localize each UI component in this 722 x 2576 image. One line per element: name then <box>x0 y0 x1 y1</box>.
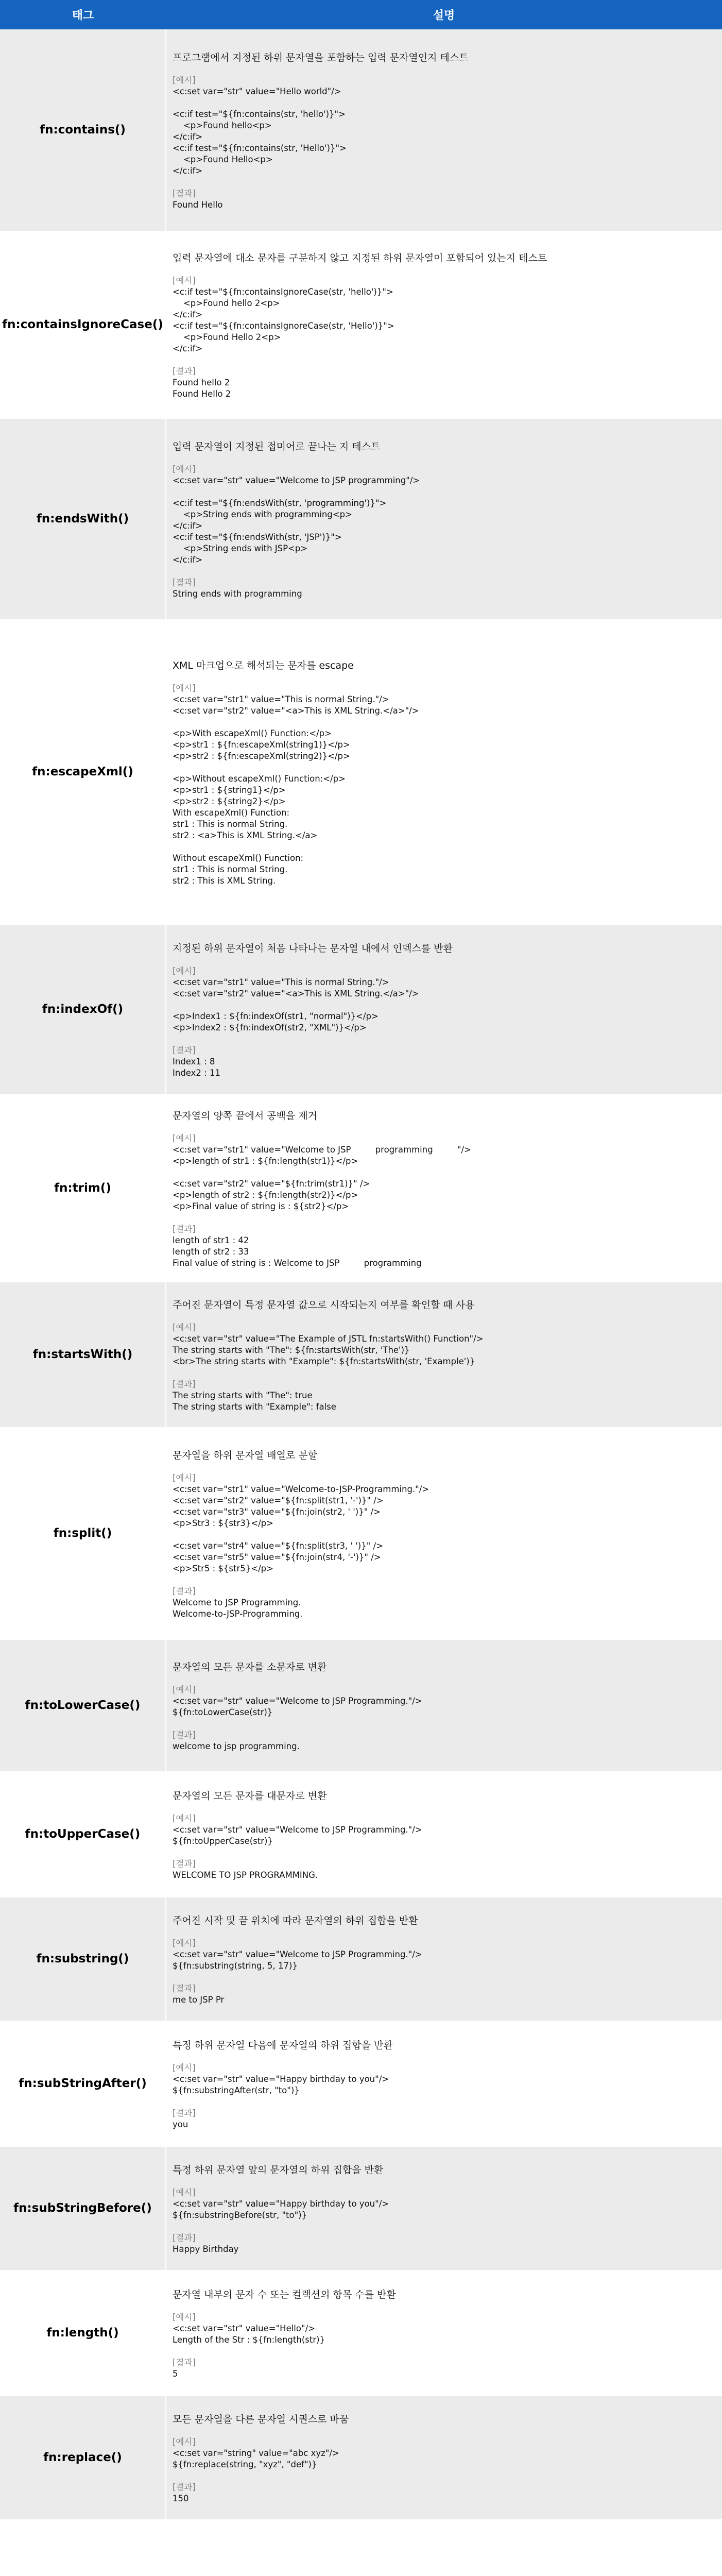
code-line: <p>Str5 : ${str5}</p> <box>173 1564 273 1573</box>
example-label: [예시] <box>173 464 196 474</box>
example-block <box>173 2312 712 2346</box>
example-label: [예시] <box>173 75 196 86</box>
result-block <box>173 1224 712 1269</box>
description-cell <box>166 620 722 924</box>
example-label: [예시] <box>173 2063 196 2073</box>
code-line: <c:set var="str" value="Happy birthday to you"/> <box>173 2199 389 2209</box>
code-line: </c:if> <box>173 132 203 142</box>
result-line: Final value of string is : Welcome to JSP programming <box>173 1258 422 1268</box>
code-line: <c:set var="str" value="Welcome to JSP Programming."/> <box>173 1825 422 1835</box>
tag-cell: fn:endsWith() <box>0 418 166 620</box>
description-title: XML 마크업으로 해석되는 문자를 escape <box>173 660 354 671</box>
example-block <box>173 683 712 807</box>
tag-cell: fn:subStringBefore() <box>0 2146 166 2270</box>
result-line: Found Hello <box>173 200 223 210</box>
result-line: length of str2 : 33 <box>173 1247 249 1257</box>
code-line: <p>String ends with programming<p> <box>173 510 352 519</box>
code-line: <br>The string starts with "Example": ${fn:startsWith(str, 'Example')} <box>173 1357 475 1366</box>
table-header-row <box>0 0 722 29</box>
result-line: str2 : <a>This is XML String.</a> <box>173 831 318 840</box>
result-line: Index2 : 11 <box>173 1068 220 1078</box>
description-title: 입력 문자열이 지정된 접미어로 끝나는 지 테스트 <box>173 441 381 452</box>
result-label: [결과] <box>173 2108 196 2118</box>
code-line: <c:set var="str" value="Hello"/> <box>173 2324 315 2333</box>
result-label: [결과] <box>173 1859 196 1869</box>
description-cell <box>166 1639 722 1772</box>
code-line: <p>length of str2 : ${fn:length(str2)}</p> <box>173 1190 358 1200</box>
example-label: [예시] <box>173 1814 196 1823</box>
tag-cell: fn:indexOf() <box>0 924 166 1095</box>
result-label: [결과] <box>173 1045 196 1055</box>
description-title: 모든 문자열을 다른 문자열 시퀀스로 바꿈 <box>173 2414 349 2425</box>
code-line: <p>str1 : ${fn:escapeXml(string1)}</p> <box>173 740 350 750</box>
result-line: The string starts with "The": true <box>173 1391 313 1400</box>
example-label: [예시] <box>173 683 196 693</box>
example-block <box>173 1938 712 1972</box>
result-line: With escapeXml() Function: <box>173 808 290 818</box>
example-block <box>173 965 712 1033</box>
code-line: <c:set var="str" value="The Example of JSTL fn:startsWith() Function"/> <box>173 1334 484 1344</box>
code-line: <p>String ends with JSP<p> <box>173 544 308 553</box>
description-cell <box>166 1095 722 1281</box>
result-line: welcome to jsp programming. <box>173 1741 300 1751</box>
code-line: </c:if> <box>173 344 203 353</box>
example-label: [예시] <box>173 1323 196 1332</box>
code-line: <p>Without escapeXml() Function:</p> <box>173 774 346 784</box>
table-row <box>0 1281 722 1428</box>
description-cell <box>166 418 722 620</box>
code-line: <p>With escapeXml() Function:</p> <box>173 728 332 738</box>
result-line: str1 : This is normal String. <box>173 865 288 874</box>
code-line: </c:if> <box>173 310 203 319</box>
code-line: ${fn:substring(string, 5, 17)} <box>173 1961 298 1971</box>
result-block <box>173 1586 712 1620</box>
example-label: [예시] <box>173 2188 196 2197</box>
code-line: <c:set var="str" value="Welcome to JSP programming"/> <box>173 476 420 485</box>
result-line: Found Hello 2 <box>173 389 231 399</box>
code-line: ${fn:toLowerCase(str)} <box>173 1707 273 1717</box>
table-row <box>0 924 722 1095</box>
table-row <box>0 1772 722 1896</box>
code-line: </c:if> <box>173 555 203 565</box>
description-cell <box>166 1428 722 1639</box>
result-line: Found hello 2 <box>173 378 230 387</box>
tag-cell: fn:trim() <box>0 1095 166 1281</box>
result-label: [결과] <box>173 1586 196 1596</box>
result-block <box>173 188 712 211</box>
description-title: 문자열의 양쪽 끝에서 공백을 제거 <box>173 1110 318 1122</box>
description-cell <box>166 2021 722 2146</box>
result-label: [결과] <box>173 2482 196 2492</box>
result-label: [결과] <box>173 1730 196 1740</box>
table-row <box>0 2395 722 2520</box>
result-block <box>173 807 712 887</box>
description-title: 주어진 시작 및 끝 위치에 따라 문자열의 하위 집합을 반환 <box>173 1915 418 1926</box>
code-line: <c:set var="str" value="Welcome to JSP Programming."/> <box>173 1950 422 1959</box>
tag-cell: fn:contains() <box>0 29 166 231</box>
result-line: str1 : This is normal String. <box>173 819 288 829</box>
code-line: <c:set var="str2" value="<a>This is XML String.</a>"/> <box>173 706 419 716</box>
description-title: 주어진 문자열이 특정 문자열 값으로 시작되는지 여부를 확인할 때 사용 <box>173 1299 475 1311</box>
result-block <box>173 2357 712 2380</box>
description-cell <box>166 1281 722 1428</box>
table-row <box>0 29 722 231</box>
code-line: <c:set var="str" value="Welcome to JSP Programming."/> <box>173 1696 422 1706</box>
code-line: <p>str1 : ${string1}</p> <box>173 785 286 795</box>
result-block <box>173 1858 712 1881</box>
code-line: <c:set var="str1" value="This is normal String."/> <box>173 977 389 987</box>
table-row <box>0 2021 722 2146</box>
example-block <box>173 2187 712 2221</box>
code-line: <c:if test="${fn:endsWith(str, 'JSP')}"> <box>173 532 342 542</box>
result-line: str2 : This is XML String. <box>173 876 276 886</box>
code-line: <c:if test="${fn:contains(str, 'Hello')}"> <box>173 143 347 154</box>
example-block <box>173 2062 712 2096</box>
result-line: The string starts with "Example": false <box>173 1402 336 1412</box>
example-block <box>173 1322 712 1367</box>
result-label: [결과] <box>173 1224 196 1234</box>
result-block <box>173 1045 712 1079</box>
description-title: 입력 문자열에 대소 문자를 구분하지 않고 지정된 하위 문자열이 포함되어 있는지 테스트 <box>173 252 547 264</box>
example-block <box>173 1684 712 1718</box>
tag-cell: fn:split() <box>0 1428 166 1639</box>
description-cell <box>166 1772 722 1896</box>
code-line: <p>Found hello<p> <box>173 121 272 131</box>
code-line: </c:if> <box>173 521 203 531</box>
code-line: ${fn:substringBefore(str, "to")} <box>173 2210 307 2220</box>
result-line: Welcome to JSP Programming. <box>173 1598 301 1607</box>
description-cell <box>166 29 722 231</box>
example-label: [예시] <box>173 276 196 285</box>
tag-cell: fn:containsIgnoreCase() <box>0 231 166 418</box>
table-row <box>0 1896 722 2021</box>
code-line: </c:if> <box>173 166 203 176</box>
description-title: 프로그램에서 지정된 하위 문자열을 포함하는 입력 문자열인지 테스트 <box>173 52 469 64</box>
result-label: [결과] <box>173 578 196 587</box>
code-line: <c:set var="str3" value="${fn:join(str2, ' ')}" /> <box>173 1507 381 1517</box>
tag-cell: fn:escapeXml() <box>0 620 166 924</box>
result-line: me to JSP Pr <box>173 1995 225 2005</box>
code-line: <c:set var="string" value="abc xyz"/> <box>173 2448 339 2458</box>
code-line: <c:set var="str5" value="${fn:join(str4, '-')}" /> <box>173 1552 381 1562</box>
example-block <box>173 2436 712 2470</box>
code-line: Length of the Str : ${fn:length(str)} <box>173 2335 325 2345</box>
example-label: [예시] <box>173 966 196 976</box>
result-line: 150 <box>173 2494 189 2503</box>
code-line: <p>Final value of string is : ${str2}</p> <box>173 1201 349 1211</box>
result-line: Happy Birthday <box>173 2244 239 2254</box>
code-line: <c:if test="${fn:contains(str, 'hello')}"> <box>173 109 346 120</box>
code-line: <p>Found Hello<p> <box>173 155 273 165</box>
code-line: <c:set var="str" value="Happy birthday to you"/> <box>173 2074 389 2084</box>
tag-cell: fn:substring() <box>0 1896 166 2021</box>
header-description: 설명 <box>166 0 722 29</box>
example-label: [예시] <box>173 1133 196 1143</box>
tag-cell: fn:subStringAfter() <box>0 2021 166 2146</box>
result-block <box>173 366 712 400</box>
result-line: Welcome-to-JSP-Programming. <box>173 1609 303 1619</box>
code-line: <c:set var="str" value="Hello world"/> <box>173 87 341 97</box>
table-row <box>0 2146 722 2270</box>
result-line: Without escapeXml() Function: <box>173 853 304 863</box>
result-line: length of str1 : 42 <box>173 1235 249 1245</box>
code-line: <c:set var="str2" value="<a>This is XML String.</a>"/> <box>173 989 419 998</box>
result-label: [결과] <box>173 2358 196 2367</box>
description-title: 특정 하위 문자열 앞의 문자열의 하위 집합을 반환 <box>173 2164 384 2176</box>
result-label: [결과] <box>173 189 196 199</box>
code-line: <p>Index1 : ${fn:indexOf(str1, "normal")}</p> <box>173 1011 379 1021</box>
description-cell <box>166 231 722 418</box>
example-block <box>173 275 712 354</box>
code-line: The string starts with "The": ${fn:startsWith(str, 'The')} <box>173 1345 410 1355</box>
result-block <box>173 1983 712 2006</box>
tag-cell: fn:toUpperCase() <box>0 1772 166 1896</box>
result-label: [결과] <box>173 2233 196 2243</box>
example-block <box>173 1133 712 1212</box>
result-block <box>173 2482 712 2504</box>
description-cell <box>166 2270 722 2395</box>
code-line: <p>str2 : ${string2}</p> <box>173 796 286 806</box>
tag-cell: fn:replace() <box>0 2395 166 2520</box>
code-line: <c:set var="str1" value="Welcome-to-JSP-Programming."/> <box>173 1484 429 1494</box>
result-block <box>173 1379 712 1413</box>
example-label: [예시] <box>173 1685 196 1694</box>
description-title: 특정 하위 문자열 다음에 문자열의 하위 집합을 반환 <box>173 2040 393 2051</box>
code-line: <c:set var="str4" value="${fn:split(str3, ' ')}" /> <box>173 1541 383 1551</box>
table-row <box>0 1639 722 1772</box>
result-block <box>173 2108 712 2130</box>
result-line: WELCOME TO JSP PROGRAMMING. <box>173 1870 318 1880</box>
example-label: [예시] <box>173 1473 196 1483</box>
result-line: Index1 : 8 <box>173 1057 215 1066</box>
description-cell <box>166 1896 722 2021</box>
example-block <box>173 464 712 566</box>
table-row <box>0 620 722 924</box>
example-block <box>173 1813 712 1847</box>
description-title: 지정된 하위 문자열이 처음 나타나는 문자열 내에서 인덱스를 반환 <box>173 943 453 954</box>
result-line: String ends with programming <box>173 589 302 599</box>
code-line: <c:set var="str1" value="This is normal String."/> <box>173 694 389 704</box>
result-block <box>173 1730 712 1752</box>
code-line: <p>Index2 : ${fn:indexOf(str2, "XML")}</p> <box>173 1023 367 1032</box>
code-line: <c:set var="str1" value="Welcome to JSP programming "/> <box>173 1145 471 1155</box>
tag-cell: fn:toLowerCase() <box>0 1639 166 1772</box>
table-row <box>0 418 722 620</box>
code-line: <c:if test="${fn:containsIgnoreCase(str, 'Hello')}"> <box>173 321 394 331</box>
table-row <box>0 1428 722 1639</box>
example-label: [예시] <box>173 1938 196 1948</box>
header-tag: 태그 <box>0 0 166 29</box>
description-title: 문자열 내부의 문자 수 또는 컬렉션의 항목 수를 반환 <box>173 2289 396 2300</box>
code-line: <p>Str3 : ${str3}</p> <box>173 1518 273 1528</box>
result-label: [결과] <box>173 366 196 376</box>
description-title: 문자열의 모든 문자를 소문자로 변환 <box>173 1662 327 1673</box>
result-block <box>173 577 712 600</box>
code-line: ${fn:replace(string, "xyz", "def")} <box>173 2460 317 2469</box>
description-title: 문자열의 모든 문자를 대문자로 변환 <box>173 1790 327 1802</box>
table-row <box>0 1095 722 1281</box>
code-line: <c:if test="${fn:endsWith(str, 'programming')}"> <box>173 498 387 508</box>
code-line: <c:set var="str2" value="${fn:split(str1, '-')}" /> <box>173 1496 384 1505</box>
code-line: <p>length of str1 : ${fn:length(str1)}</p> <box>173 1156 358 1166</box>
description-cell <box>166 924 722 1095</box>
result-label: [결과] <box>173 1379 196 1389</box>
code-line: <p>str2 : ${fn:escapeXml(string2)}</p> <box>173 751 350 761</box>
code-line: ${fn:substringAfter(str, "to")} <box>173 2086 300 2095</box>
description-title: 문자열을 하위 문자열 배열로 분할 <box>173 1450 318 1461</box>
table-row <box>0 231 722 418</box>
result-line: you <box>173 2120 188 2129</box>
example-label: [예시] <box>173 2312 196 2322</box>
result-line: 5 <box>173 2369 178 2379</box>
description-cell <box>166 2395 722 2520</box>
code-line: <p>Found Hello 2<p> <box>173 332 281 342</box>
tag-cell: fn:length() <box>0 2270 166 2395</box>
description-cell <box>166 2146 722 2270</box>
result-block <box>173 2232 712 2255</box>
code-line: ${fn:toUpperCase(str)} <box>173 1836 273 1846</box>
example-block <box>173 1472 712 1574</box>
example-label: [예시] <box>173 2437 196 2447</box>
code-line: <p>Found hello 2<p> <box>173 298 280 308</box>
code-line: <c:if test="${fn:containsIgnoreCase(str, 'hello')}"> <box>173 287 393 297</box>
table-row <box>0 2270 722 2395</box>
example-block <box>173 75 712 177</box>
result-label: [결과] <box>173 1984 196 1993</box>
tag-cell: fn:startsWith() <box>0 1281 166 1428</box>
code-line: <c:set var="str2" value="${fn:trim(str1)}" /> <box>173 1179 370 1189</box>
